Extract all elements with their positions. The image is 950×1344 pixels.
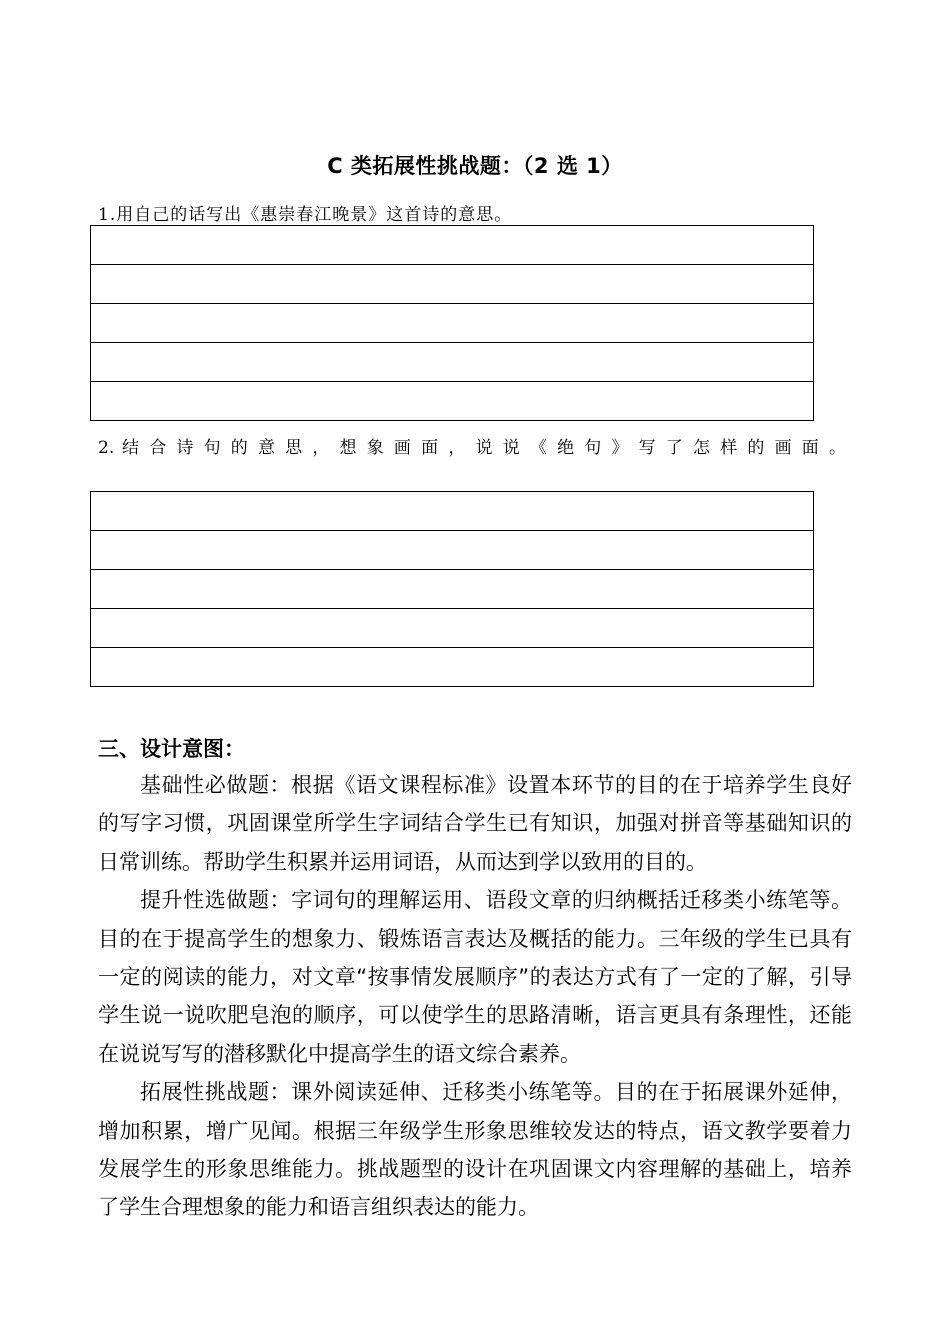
answer-line[interactable]	[91, 265, 813, 304]
design-intent-body	[98, 766, 852, 1227]
answer-line[interactable]	[91, 531, 813, 570]
answer-box-2	[90, 491, 814, 687]
design-paragraph-advanced: 提升性选做题：字词句的理解运用、语段文章的归纳概括迁移类小练笔等。目的在于提高学生的想象力、锻炼语言表达及概括的能力。三年级的学生已具有一定的阅读的能力，对文章“按事情发展顺序”的表达方式有了一定的了解，引导学生说一说吹肥皂泡的顺序，可以使学生的思路清晰，语言更具有条理性，还能在说说写写的潜移默化中提高学生的语文综合素养。	[98, 888, 852, 1066]
answer-line[interactable]	[91, 304, 813, 343]
question-2-prompt: 2. 结 合 诗 句 的 意 思 ， 想 象 画 面 ， 说 说 《 绝 句 》 写 了 怎 样 的 画 面 。	[98, 438, 846, 458]
design-paragraph-basic: 基础性必做题：根据《语文课程标准》设置本环节的目的在于培养学生良好的写字习惯，巩固课堂所学生字词结合学生已有知识，加强对拼音等基础知识的日常训练。帮助学生积累并运用词语，从而达到学以致用的目的。	[98, 773, 852, 874]
answer-line[interactable]	[91, 648, 813, 686]
answer-line[interactable]	[91, 382, 813, 420]
question-1-prompt: 1.用自己的话写出《惠崇春江晚景》这首诗的意思。	[98, 205, 513, 225]
answer-line[interactable]	[91, 609, 813, 648]
answer-line[interactable]	[91, 492, 813, 531]
answer-line[interactable]	[91, 226, 813, 265]
design-paragraph-challenge: 拓展性挑战题：课外阅读延伸、迁移类小练笔等。目的在于拓展课外延伸，增加积累，增广见闻。根据三年级学生形象思维较发达的特点，语文教学要着力发展学生的形象思维能力。挑战题型的设计在巩固课文内容理解的基础上，培养了学生合理想象的能力和语言组织表达的能力。	[98, 1080, 852, 1220]
answer-line[interactable]	[91, 570, 813, 609]
section-title: C 类拓展性挑战题：（2 选 1）	[327, 154, 623, 178]
answer-line[interactable]	[91, 343, 813, 382]
answer-box-1	[90, 225, 814, 421]
design-intent-heading: 三、设计意图：	[98, 737, 245, 761]
